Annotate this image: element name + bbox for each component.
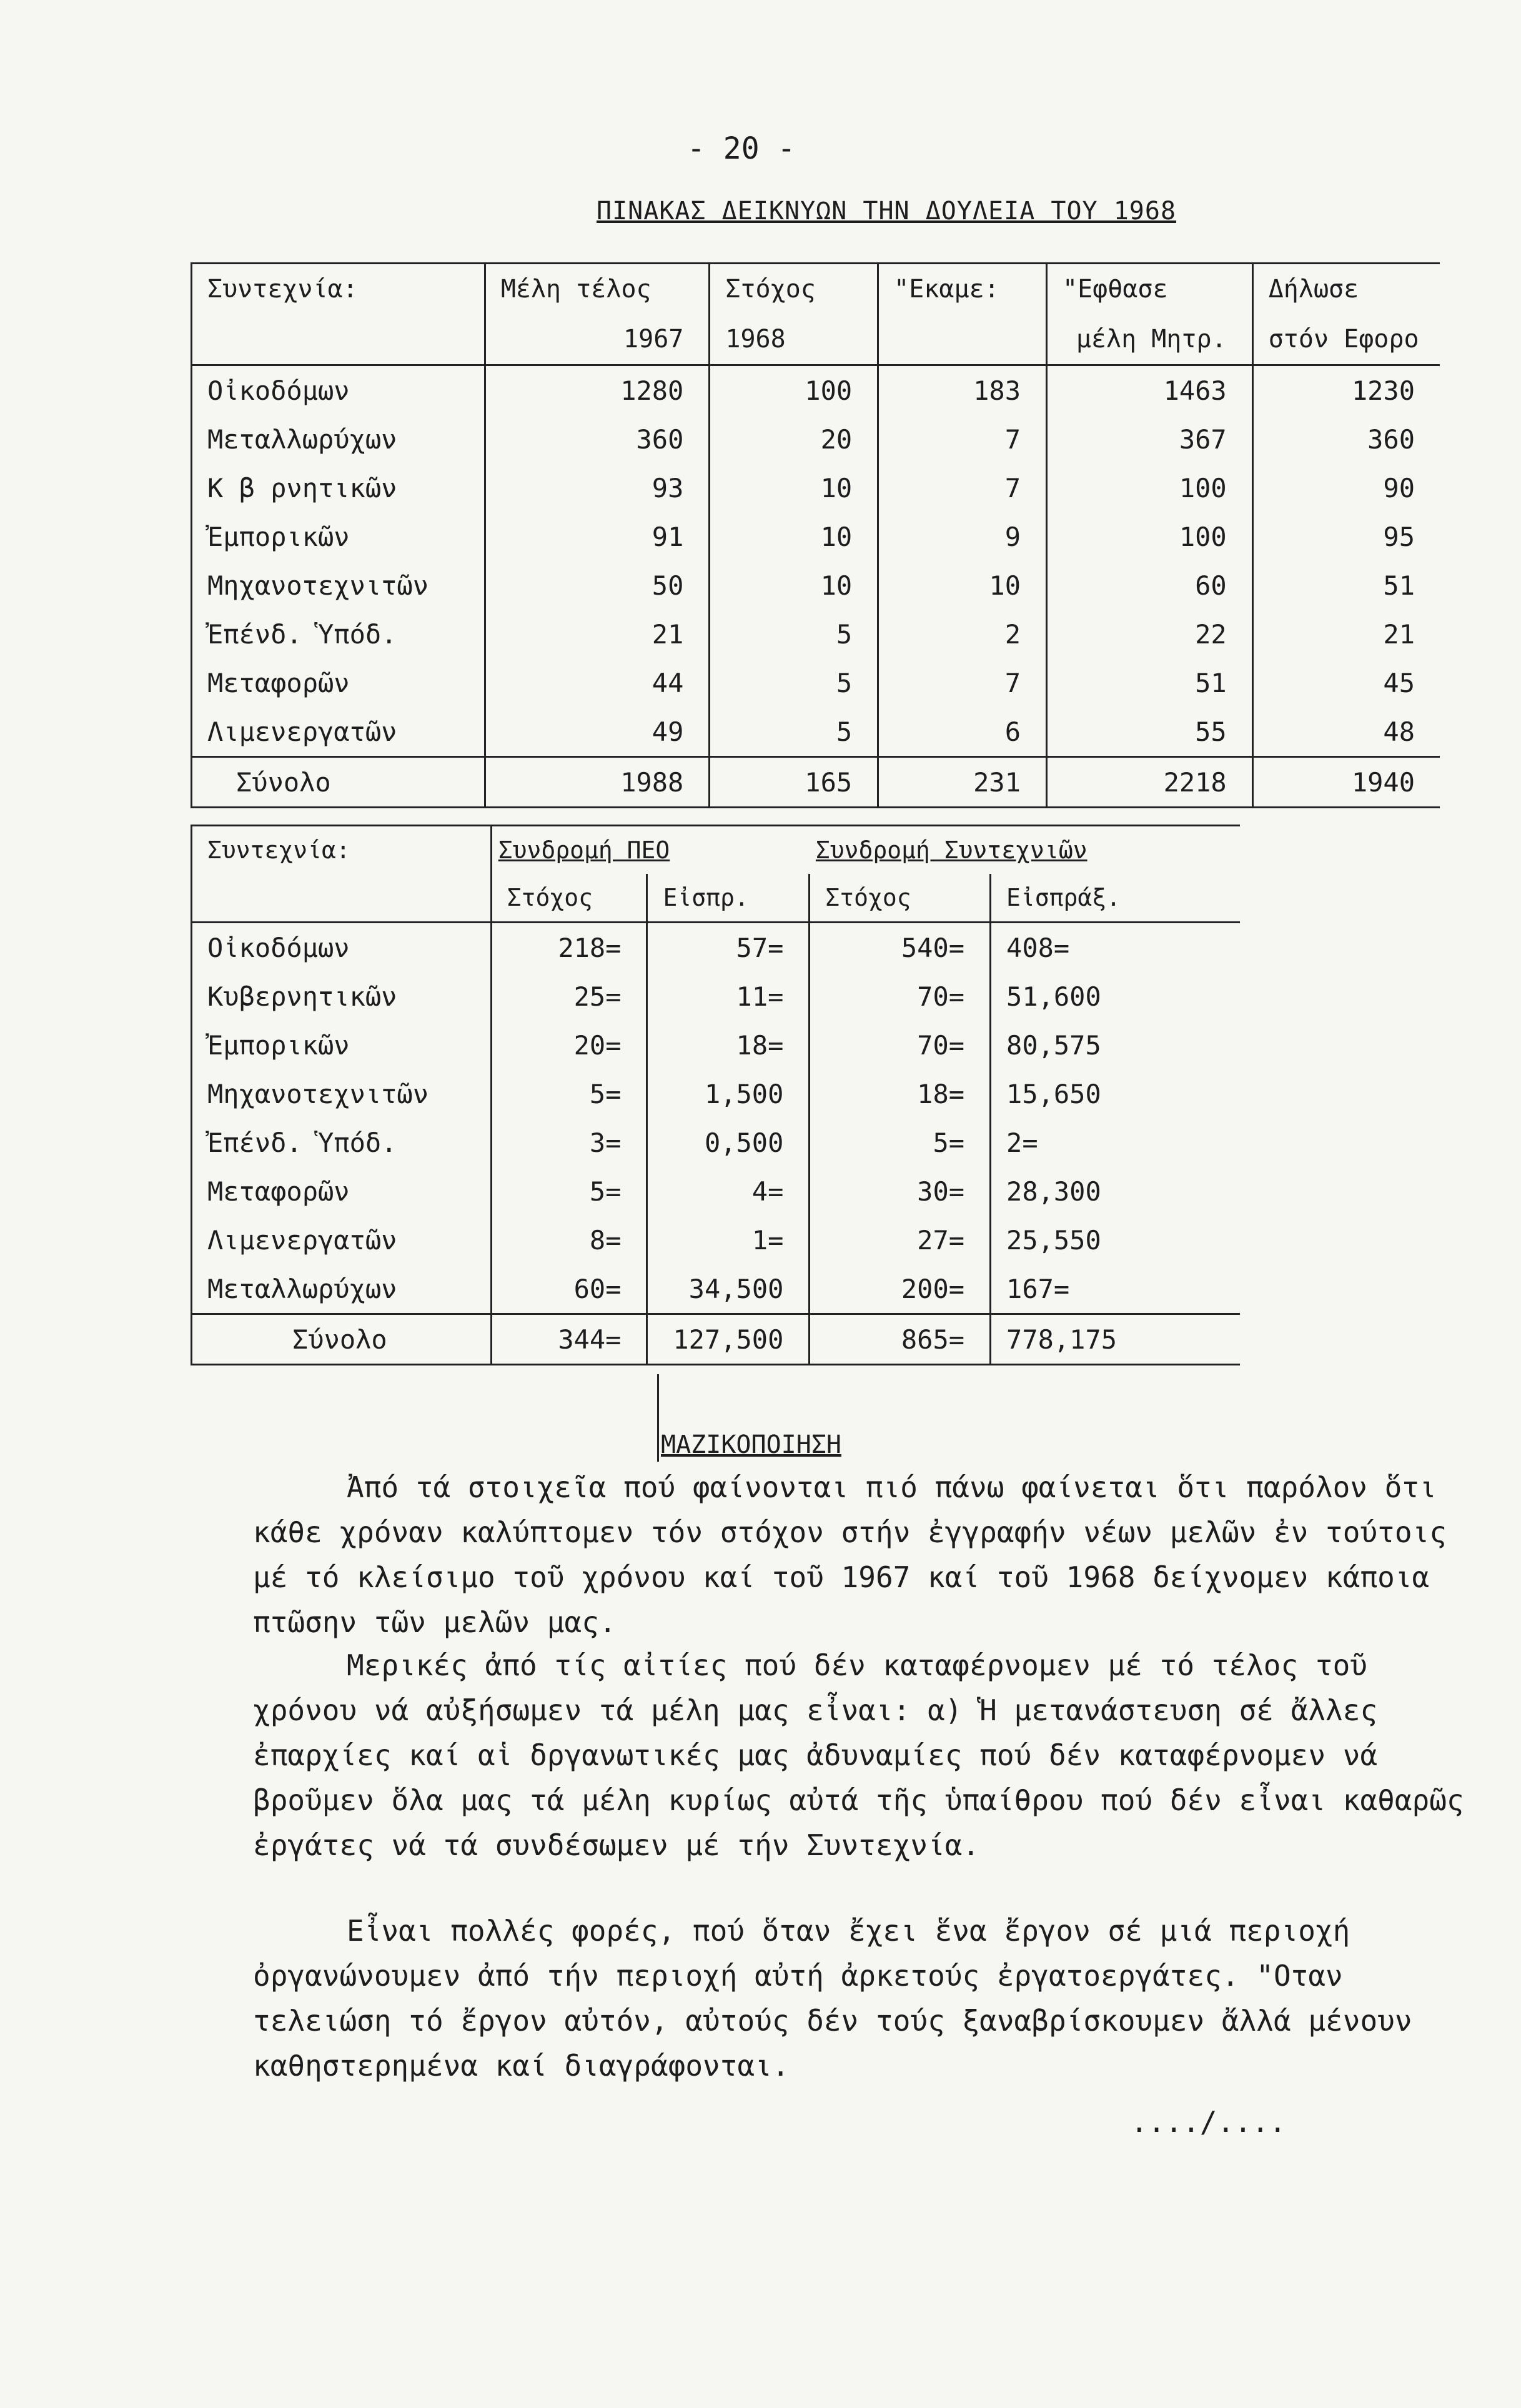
- header-cell: Εἰσπράξ.: [1006, 884, 1121, 911]
- header-cell: Συντεχνία:: [192, 264, 485, 315]
- table-row: Μηχανοτεχνιτῶν 50 10 10 60 51: [192, 561, 1440, 610]
- header-cell: μέλη Μητρ.: [1047, 314, 1253, 365]
- header-group: Συνδρομή ΠΕΟ: [498, 836, 670, 864]
- table-total-row: Σύνολο 1988 165 231 2218 1940: [192, 757, 1440, 808]
- section-title: ΜΑΖΙΚΟΠΟΙΗΣΗ: [661, 1430, 841, 1459]
- header-cell: στόν Εφορο: [1268, 325, 1419, 354]
- table-header-row: [192, 826, 1241, 875]
- header-cell: Στόχος: [491, 874, 647, 923]
- table-row: Κυβερνητικῶν 25= 11= 70= 51,600: [192, 972, 1241, 1021]
- table-row: Λιμενεργατῶν 8= 1= 27= 25,550: [192, 1216, 1241, 1264]
- header-cell: "Εφθασε: [1047, 264, 1253, 315]
- table-header-row: [192, 314, 1440, 365]
- header-cell: 1968: [710, 314, 878, 365]
- header-cell: Εἰσπρ.: [647, 874, 810, 923]
- vertical-divider: [657, 1374, 659, 1462]
- subscriptions-table: [191, 825, 1240, 1365]
- table-row: Μεταλλωρύχων 360 20 7 367 360: [192, 415, 1440, 463]
- page-title: ΠΙΝΑΚΑΣ ΔΕΙΚΝΥΩΝ ΤΗΝ ΔΟΥΛΕΙΑ ΤΟΥ 1968: [597, 197, 1177, 225]
- table-row: Ἐμπορικῶν 91 10 9 100 95: [192, 512, 1440, 561]
- table-row: Μεταφορῶν 5= 4= 30= 28,300: [192, 1167, 1241, 1216]
- continuation-mark: ..../....: [1131, 2105, 1287, 2139]
- table-row: Μεταφορῶν 44 5 7 51 45: [192, 658, 1440, 707]
- table-row: Ἐπένδ. Ὑπόδ. 21 5 2 22 21: [192, 610, 1440, 658]
- table-row: Οἰκοδόμων 218= 57= 540= 408=: [192, 923, 1241, 973]
- membership-table: [191, 262, 1440, 808]
- header-cell: Δήλωσε: [1268, 275, 1359, 304]
- header-cell: Μέλη τέλος: [485, 264, 710, 315]
- table-header-row: [192, 264, 1440, 315]
- header-cell: Στόχος: [810, 874, 991, 923]
- header-cell: "Εκαμε:: [878, 264, 1047, 315]
- table-row: Λιμενεργατῶν 49 5 6 55 48: [192, 707, 1440, 757]
- header-cell: Στόχος: [710, 264, 878, 315]
- paragraph: Εἶναι πολλές φορές, πού ὅταν ἔχει ἕνα ἔργον σέ μιά περιοχή ὀργανώνουμεν ἀπό τήν περιοχή αὐτή ἀρκετούς ἐργατοεργάτες. "Οταν τελειώση τό ἔργον αὐτόν, αὐτούς δέν τούς ξαναβρίσκουμεν ἄλλά μένουν καθηστερημένα καί διαγράφονται.: [253, 1914, 1412, 2083]
- table-row: Μηχανοτεχνιτῶν 5= 1,500 18= 15,650: [192, 1069, 1241, 1118]
- table-row: Μεταλλωρύχων 60= 34,500 200= 167=: [192, 1264, 1241, 1314]
- header-cell: 1967: [485, 314, 710, 365]
- table-row: Ἐμπορικῶν 20= 18= 70= 80,575: [192, 1021, 1241, 1069]
- table-row: Οἰκοδόμων 1280 100 183 1463 1230: [192, 365, 1440, 415]
- paragraph: Ἀπό τά στοιχεῖα πού φαίνονται πιό πάνω φαίνεται ὅτι παρόλον ὅτι κάθε χρόναν καλύπτομεν τόν στόχον στήν ἐγγραφήν νέων μελῶν ἐν τούτοις μέ τό κλείσιμο τοῦ χρόνου καί τοῦ 1967 καί τοῦ 1968 δείχνομεν κάποια πτῶσην τῶν μελῶν μας.: [253, 1470, 1447, 1639]
- table-row: Κ β ρνητικῶν 93 10 7 100 90: [192, 463, 1440, 512]
- page-number: - 20 -: [687, 131, 796, 166]
- table-row: Ἐπένδ. Ὑπόδ. 3= 0,500 5= 2=: [192, 1118, 1241, 1167]
- table-total-row: Σύνολο 344= 127,500 865= 778,175: [192, 1314, 1241, 1365]
- paragraph: Μερικές ἀπό τίς αἰτίες πού δέν καταφέρνομεν μέ τό τέλος τοῦ χρόνου νά αὐξήσωμεν τά μέλη μας εἶναι: α) Ἡ μετανάστευση σέ ἄλλες ἐπαρχίες καί αἱ δργανωτικές μας ἀδυναμίες πού δέν καταφέρνομεν νά βροῦμεν ὅλα μας τά μέλη κυρίως αὐτά τῆς ὑπαίθρου πού δέν εἶναι καθαρῶς ἐργάτες νά τά συνδέσωμεν μέ τήν Συντεχνία.: [253, 1648, 1464, 1862]
- header-cell: Συντεχνία:: [192, 826, 492, 875]
- header-group: Συνδρομή Συντεχνιῶν: [815, 836, 1087, 864]
- table-header-row: [192, 874, 1241, 923]
